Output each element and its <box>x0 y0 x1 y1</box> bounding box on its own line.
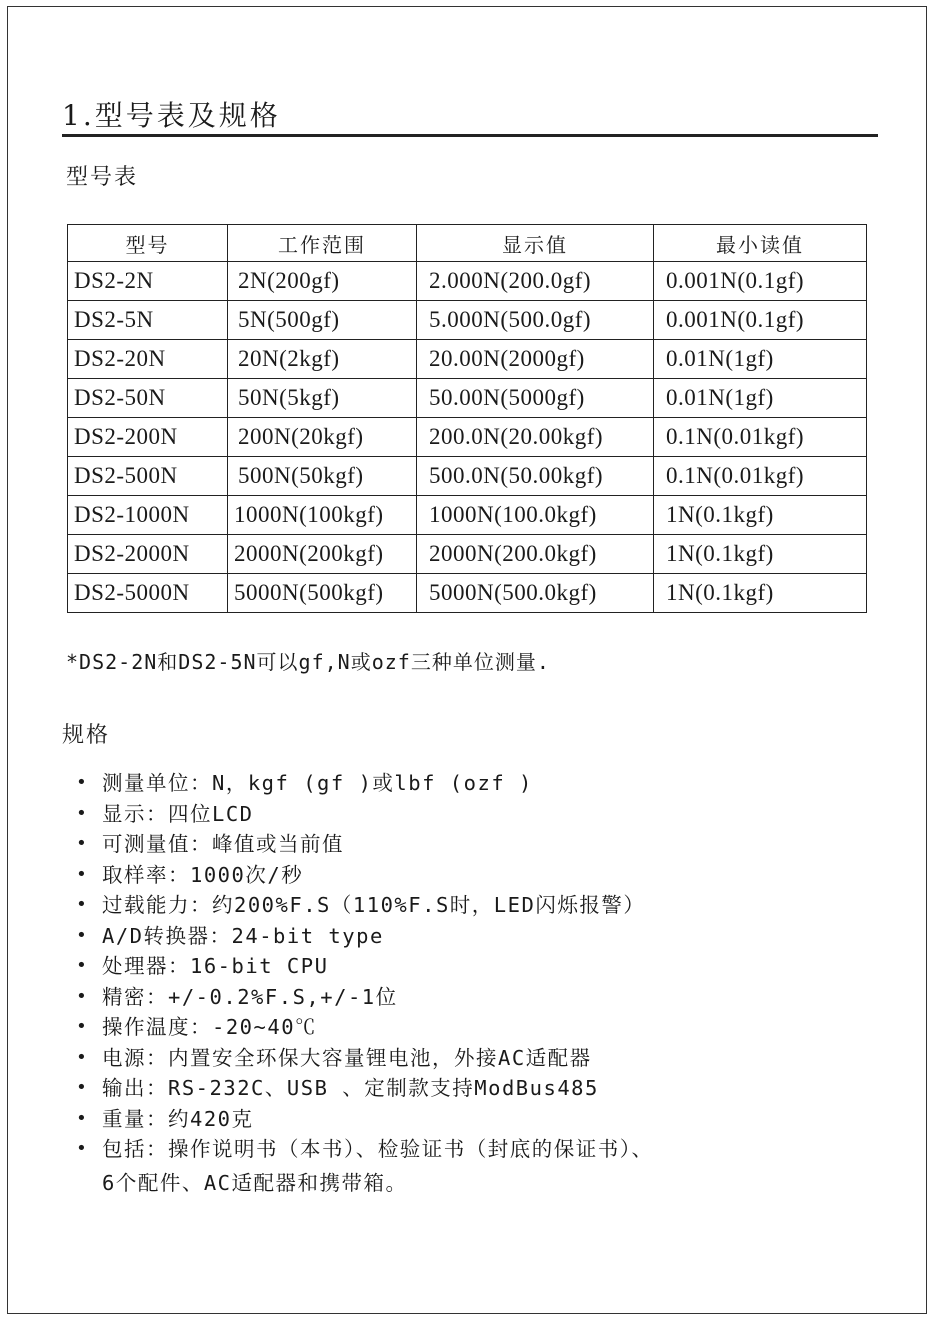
section-title: 1.型号表及规格 <box>62 99 281 132</box>
cell-min-reading: 1N(0.1kgf) <box>654 496 867 535</box>
bullet-icon: • <box>76 802 89 824</box>
cell-model: DS2-500N <box>68 457 228 496</box>
spec-text: 取样率：1000次/秒 <box>102 862 304 887</box>
model-table-subtitle: 型号表 <box>66 165 139 190</box>
table-row <box>68 418 867 457</box>
table-row <box>68 457 867 496</box>
cell-min-reading: 1N(0.1kgf) <box>654 535 867 574</box>
bullet-icon: • <box>76 833 89 854</box>
spec-text: 包括：操作说明书（本书）、检验证书（封底的保证书）、 <box>102 1137 654 1161</box>
bullet-icon: • <box>76 924 89 946</box>
cell-min-reading: 0.1N(0.01kgf) <box>654 418 867 457</box>
cell-display: 20.00N(2000gf) <box>417 340 654 379</box>
specs-subtitle: 规格 <box>62 723 111 748</box>
cell-min-reading: 0.01N(1gf) <box>654 379 867 418</box>
table-row <box>68 535 867 574</box>
title-divider <box>62 134 878 137</box>
table-row <box>68 262 867 301</box>
bullet-icon: • <box>76 985 89 1007</box>
cell-min-reading: 0.01N(1gf) <box>654 340 867 379</box>
list-item <box>74 1073 874 1104</box>
table-row <box>68 379 867 418</box>
table-row <box>68 340 867 379</box>
bullet-icon: • <box>76 1046 89 1068</box>
spec-text: 输出：RS-232C、USB 、定制款支持ModBus485 <box>102 1076 599 1100</box>
header-display-value: 显示值 <box>417 225 654 262</box>
list-item <box>74 1104 874 1135</box>
cell-display: 5.000N(500.0gf) <box>417 301 654 340</box>
spec-list <box>74 768 874 1201</box>
table-footnote: *DS2-2N和DS2-5N可以gf,N或ozf三种单位测量. <box>66 650 550 674</box>
spec-text: A/D转换器：24-bit type <box>102 923 384 948</box>
cell-min-reading: 0.1N(0.01kgf) <box>654 457 867 496</box>
list-item <box>74 982 874 1013</box>
spec-text: 显示：四位LCD <box>102 801 254 826</box>
cell-range: 5N(500gf) <box>228 301 417 340</box>
cell-range: 2N(200gf) <box>228 262 417 301</box>
cell-model: DS2-1000N <box>68 496 228 535</box>
bullet-icon: • <box>76 955 89 976</box>
spec-text: 电源：内置安全环保大容量锂电池，外接AC适配器 <box>102 1045 592 1070</box>
spec-text: 操作温度：-20~40℃ <box>102 1015 318 1039</box>
spec-text: 精密：+/-0.2%F.S,+/-1位 <box>102 984 398 1009</box>
list-item <box>74 1043 874 1074</box>
list-item <box>74 799 874 830</box>
list-item <box>74 951 874 982</box>
list-item <box>74 1134 874 1201</box>
cell-model: DS2-2000N <box>68 535 228 574</box>
cell-display: 1000N(100.0kgf) <box>417 496 654 535</box>
cell-min-reading: 0.001N(0.1gf) <box>654 301 867 340</box>
spec-text: 重量：约420克 <box>102 1106 254 1131</box>
cell-display: 500.0N(50.00kgf) <box>417 457 654 496</box>
cell-display: 2.000N(200.0gf) <box>417 262 654 301</box>
cell-display: 200.0N(20.00kgf) <box>417 418 654 457</box>
cell-model: DS2-50N <box>68 379 228 418</box>
cell-range: 5000N(500kgf) <box>228 574 417 613</box>
bullet-icon: • <box>76 772 89 793</box>
table-row <box>68 574 867 613</box>
list-item <box>74 860 874 891</box>
spec-text: 过载能力：约200%F.S（110%F.S时，LED闪烁报警） <box>102 893 646 917</box>
cell-range: 2000N(200kgf) <box>228 535 417 574</box>
table-row <box>68 496 867 535</box>
cell-display: 50.00N(5000gf) <box>417 379 654 418</box>
cell-model: DS2-2N <box>68 262 228 301</box>
bullet-icon: • <box>76 894 89 915</box>
cell-range: 500N(50kgf) <box>228 457 417 496</box>
list-item <box>74 829 874 860</box>
bullet-icon: • <box>76 1016 89 1037</box>
header-model: 型号 <box>68 225 228 262</box>
cell-range: 200N(20kgf) <box>228 418 417 457</box>
cell-display: 5000N(500.0kgf) <box>417 574 654 613</box>
cell-range: 1000N(100kgf) <box>228 496 417 535</box>
spec-text-continuation: 6个配件、AC适配器和携带箱。 <box>102 1170 408 1195</box>
list-item <box>74 768 874 799</box>
list-item <box>74 890 874 921</box>
spec-text: 处理器：16-bit CPU <box>102 954 329 978</box>
cell-display: 2000N(200.0kgf) <box>417 535 654 574</box>
list-item <box>74 921 874 952</box>
header-working-range: 工作范围 <box>228 225 417 262</box>
table-row <box>68 301 867 340</box>
spec-text: 可测量值：峰值或当前值 <box>102 832 344 856</box>
cell-min-reading: 0.001N(0.1gf) <box>654 262 867 301</box>
table-header-row <box>68 225 867 262</box>
header-min-reading: 最小读值 <box>654 225 867 262</box>
bullet-icon: • <box>76 1077 89 1098</box>
bullet-icon: • <box>76 1107 89 1129</box>
list-item <box>74 1012 874 1043</box>
model-table <box>67 224 867 613</box>
cell-model: DS2-200N <box>68 418 228 457</box>
cell-model: DS2-20N <box>68 340 228 379</box>
spec-text: 测量单位：N，kgf (gf )或lbf (ozf ) <box>102 771 533 795</box>
cell-range: 50N(5kgf) <box>228 379 417 418</box>
cell-model: DS2-5000N <box>68 574 228 613</box>
cell-min-reading: 1N(0.1kgf) <box>654 574 867 613</box>
cell-range: 20N(2kgf) <box>228 340 417 379</box>
bullet-icon: • <box>76 863 89 885</box>
cell-model: DS2-5N <box>68 301 228 340</box>
bullet-icon: • <box>76 1138 89 1159</box>
